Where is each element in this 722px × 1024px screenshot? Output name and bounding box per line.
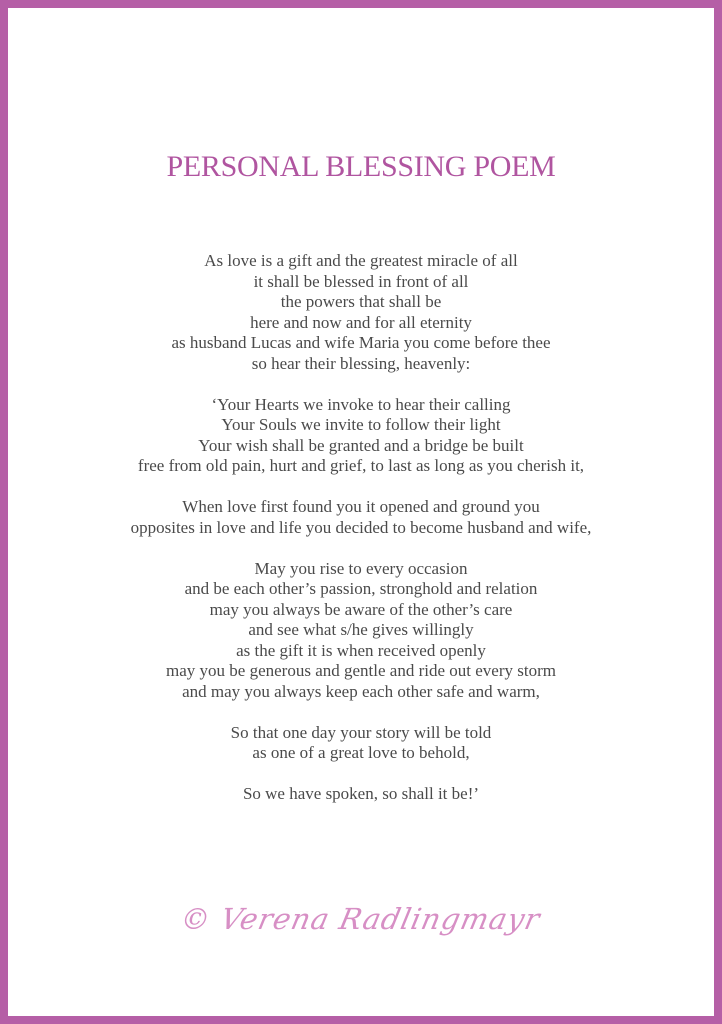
stanza-3: [8, 497, 714, 538]
poem-line: may you be generous and gentle and ride out every storm: [166, 661, 556, 680]
poem-line: as the gift it is when received openly: [236, 640, 486, 660]
poem-line: As love is a gift and the greatest miracle of all: [204, 251, 518, 270]
poem-line: as husband Lucas and wife Maria you come before thee: [171, 333, 551, 352]
stanza-1: [8, 251, 714, 374]
stanza-2: [8, 395, 714, 477]
poem-line: Your wish shall be granted and a bridge be built: [198, 435, 524, 455]
poem-line: When love first found you it opened and ground you: [182, 497, 540, 516]
poem-line: So that one day your story will be told: [230, 722, 492, 742]
poem-line: opposites in love and life you decided to become husband and wife,: [130, 517, 592, 537]
signature-logo: © Verena Radlingmayr: [177, 902, 545, 936]
poem-line: it shall be blessed in front of all: [253, 271, 469, 291]
copyright-signature: [8, 902, 714, 936]
poem-line: and be each other’s passion, stronghold and relation: [184, 579, 538, 598]
poem-line: so hear their blessing, heavenly:: [251, 353, 471, 373]
poem-line: may you always be aware of the other’s care: [209, 599, 513, 619]
poem-line: May you rise to every occasion: [254, 558, 468, 578]
poem-body: [8, 251, 714, 825]
poem-line: free from old pain, hurt and grief, to last as long as you cherish it,: [137, 456, 585, 475]
poem-line: the powers that shall be: [280, 292, 442, 311]
poem-line: and see what s/he gives willingly: [248, 620, 474, 639]
stanza-6: [8, 784, 714, 805]
poem-line: So we have spoken, so shall it be!’: [242, 784, 480, 803]
stanza-4: [8, 559, 714, 703]
page-title: PERSONAL BLESSING POEM: [166, 150, 556, 183]
poem-line: as one of a great love to behold,: [252, 743, 470, 762]
poem-line: and may you always keep each other safe and warm,: [182, 681, 540, 701]
poem-line: Your Souls we invite to follow their light: [221, 415, 501, 434]
poem-line: here and now and for all eternity: [250, 312, 472, 332]
stanza-5: [8, 723, 714, 764]
poem-line: ‘Your Hearts we invoke to hear their calling: [211, 394, 511, 414]
